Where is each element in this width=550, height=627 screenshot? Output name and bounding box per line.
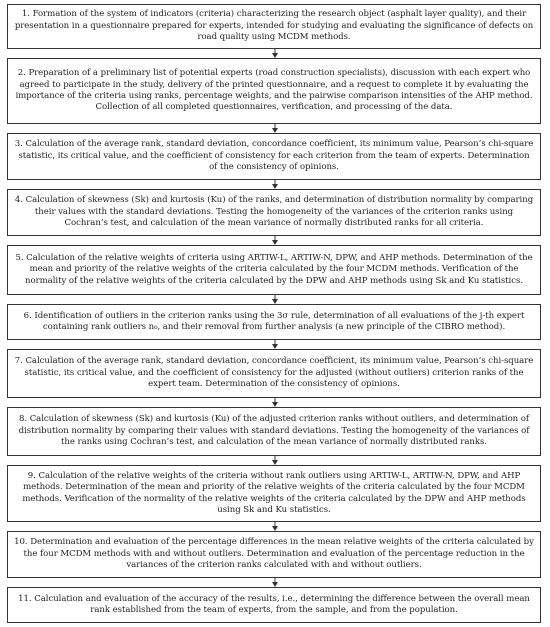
step-8-box: 8. Calculation of skewness (Sk) and kurtosis (Ku) of the adjusted criterion ranks without outliers, and determination of distribution normality by comparing their values with standard deviations. Testing the homogeneity of the variances of the ranks using Cochran’s test, and calculation of the mean variance of normally distributed ranks. bbox=[7, 407, 541, 456]
step-11-box: 11. Calculation and evaluation of the accuracy of the results, i.e., determining the difference between the overall mean rank established from the team of experts, from the sample, and from the population. bbox=[7, 587, 541, 623]
step-7-box: 7. Calculation of the average rank, standard deviation, concordance coefficient, its minimum value, Pearson’s chi-square statistic, its critical value, and the coefficient of consistency for the adjusted (without outliers) criterion ranks of the expert team. Determination of the consistency of opinions. bbox=[7, 349, 541, 398]
step-3-box: 3. Calculation of the average rank, standard deviation, concordance coefficient, its minimum value, Pearson’s chi-square statistic, its critical value, and the coefficient of consistency for each criterion from the team of experts. Determination of the consistency of opinions. bbox=[7, 133, 541, 180]
step-9-box: 9. Calculation of the relative weights of the criteria without rank outliers using ARTIW-L, ARTIW-N, DPW, and AHP methods. Determination of the mean and priority of the relative weights of the criteria calculated by the four MCDM methods. Verification of the normality of the relative weights of the criteria calculated by the DPW and AHP methods using Sk and Ku statistics. bbox=[7, 465, 541, 522]
arrow-down-icon bbox=[272, 236, 278, 245]
arrow-down-icon bbox=[272, 578, 278, 587]
step-10-box: 10. Determination and evaluation of the percentage differences in the mean relative weights of the criteria calculated by the four MCDM methods with and without outliers. Determination and evaluation of the percentage reduction in the variances of the criterion ranks calculated with and without outliers. bbox=[7, 531, 541, 578]
arrow-down-icon bbox=[272, 522, 278, 531]
arrow-down-icon bbox=[272, 398, 278, 407]
arrow-down-icon bbox=[272, 180, 278, 189]
arrow-down-icon bbox=[272, 456, 278, 465]
step-1-box: 1. Formation of the system of indicators (criteria) characterizing the research object (asphalt layer quality), and their presentation in a questionnaire prepared for experts, intended for studying and evaluating the significance of defects on road quality using MCDM methods. bbox=[7, 4, 541, 49]
step-6-box: 6. Identification of outliers in the criterion ranks using the 3σ rule, determination of all evaluations of the j-th expert containing rank outliers n₀, and their removal from further analysis (a new principle of the CIBRO method). bbox=[7, 304, 541, 340]
step-2-box: 2. Preparation of a preliminary list of potential experts (road construction specialists), discussion with each expert who agreed to participate in the study, delivery of the printed questionnaire, and a request to complete it by evaluating the importance of the criteria using ranks, percentage weights, and the pairwise comparison intensities of the AHP method. Collection of all completed questionnaires, verification, and processing of the data. bbox=[7, 58, 541, 124]
step-4-box: 4. Calculation of skewness (Sk) and kurtosis (Ku) of the ranks, and determination of distribution normality by comparing their values with the standard deviations. Testing the homogeneity of the variances of the criterion ranks using Cochran’s test, and calculation of the mean variance of normally distributed ranks for all criteria. bbox=[7, 189, 541, 236]
step-5-box: 5. Calculation of the relative weights of criteria using ARTIW-L, ARTIW-N, DPW, and AHP methods. Determination of the mean and priority of the relative weights of the criteria calculated by the four MCDM methods. Verification of the normality of the relative weights of the criteria calculated by the DPW and AHP methods using Sk and Ku statistics. bbox=[7, 245, 541, 295]
arrow-down-icon bbox=[272, 49, 278, 58]
arrow-down-icon bbox=[272, 124, 278, 133]
arrow-down-icon bbox=[272, 340, 278, 349]
arrow-down-icon bbox=[272, 295, 278, 304]
